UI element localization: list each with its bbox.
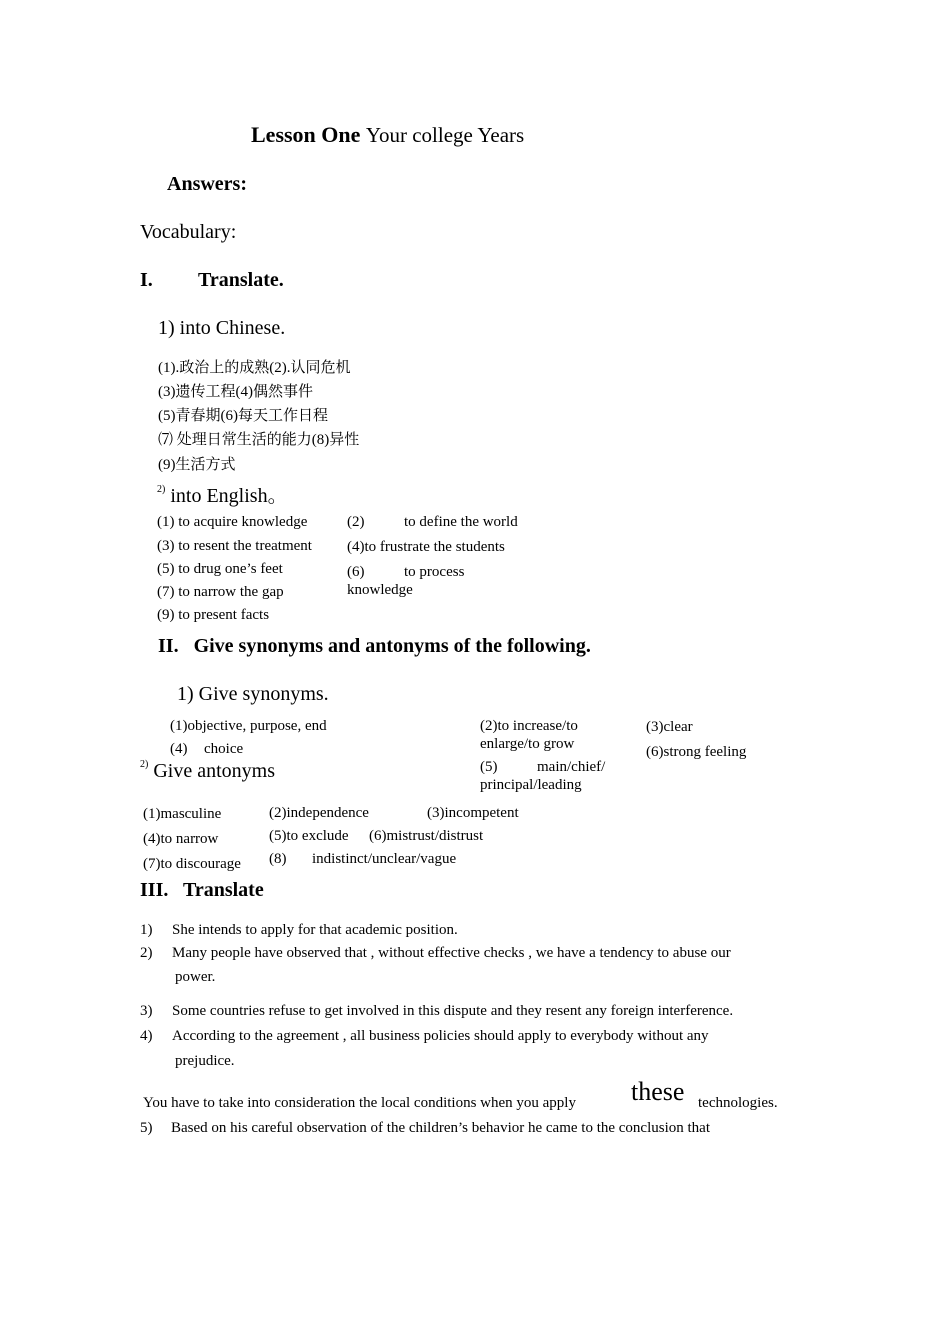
sentence-text: According to the agreement , all business policies should apply to everybody without any — [172, 1028, 709, 1044]
synonym-item: (2)to increase/to — [480, 718, 578, 734]
sentence-number: 5) — [140, 1120, 153, 1136]
sentence-text: Based on his careful observation of the children’s behavior he came to the conclusion that — [171, 1120, 710, 1136]
section-1-number: I. — [140, 269, 153, 291]
antonym-item: (3)incompetent — [427, 805, 519, 821]
sub-heading-number: 2) — [157, 484, 166, 495]
page-title — [251, 122, 524, 147]
sentence-number: 2) — [140, 945, 153, 961]
synonym-item: (1)objective, purpose, end — [170, 718, 327, 734]
english-item: to define the world — [404, 514, 518, 530]
sentence-text-continued: power. — [175, 969, 216, 985]
english-item: (7) to narrow the gap — [157, 584, 284, 600]
antonym-item: (4)to narrow — [143, 831, 219, 847]
synonym-item: (3)clear — [646, 719, 693, 735]
antonym-item-number: (8) — [269, 851, 287, 867]
title-bold: Lesson One — [251, 122, 361, 147]
antonym-item: (7)to discourage — [143, 856, 241, 872]
sentence-word-large: these — [631, 1077, 685, 1106]
sub-heading-into-english — [157, 485, 288, 508]
sentence-text: Many people have observed that , without effective checks , we have a tendency to abuse our — [172, 945, 731, 961]
chinese-line: ⑺ 处理日常生活的能力(8)异性 — [158, 432, 360, 448]
vocabulary-label: Vocabulary: — [140, 221, 237, 243]
antonym-item: (2)independence — [269, 805, 369, 821]
english-item-number: (6) — [347, 564, 365, 580]
english-item-number: (2) — [347, 514, 365, 530]
section-1-heading: Translate. — [198, 269, 284, 291]
antonym-item: indistinct/unclear/vague — [312, 851, 457, 867]
english-item: to process — [404, 564, 465, 580]
sub-heading-into-chinese: 1) into Chinese. — [158, 317, 286, 339]
synonym-item: choice — [204, 741, 244, 757]
sentence-text: She intends to apply for that academic position. — [172, 922, 458, 938]
sentence-text: technologies. — [698, 1095, 778, 1111]
sentence-text: You have to take into consideration the local conditions when you apply — [143, 1095, 576, 1111]
synonym-item: (6)strong feeling — [646, 744, 747, 760]
sub-heading-synonyms: 1) Give synonyms. — [177, 683, 329, 705]
synonym-item-number: (4) — [170, 741, 188, 757]
sub-heading-text: into English。 — [170, 485, 288, 507]
synonym-item: main/chief/ — [537, 759, 606, 775]
english-item: (5) to drug one’s feet — [157, 561, 283, 577]
english-item-continued: knowledge — [347, 582, 413, 598]
english-item: (4)to frustrate the students — [347, 539, 505, 555]
chinese-line: (5)青春期(6)每天工作日程 — [158, 408, 328, 424]
sub-heading-text: Give antonyms — [153, 760, 275, 782]
chinese-line: (3)遗传工程(4)偶然事件 — [158, 384, 313, 400]
antonym-item: (6)mistrust/distrust — [369, 828, 484, 844]
sentence-number: 1) — [140, 922, 153, 938]
sub-heading-number: 2) — [140, 759, 149, 770]
title-rest: Your college Years — [365, 123, 525, 147]
sub-heading-antonyms — [140, 760, 275, 783]
synonym-item-number: (5) — [480, 759, 498, 775]
synonym-item-continued: principal/leading — [480, 777, 582, 793]
sentence-number: 3) — [140, 1003, 153, 1019]
section-2-heading: II. Give synonyms and antonyms of the following. — [158, 635, 591, 657]
chinese-line: (1).政治上的成熟(2).认同危机 — [158, 360, 351, 376]
section-3-heading: III. Translate — [140, 879, 264, 901]
sentence-text-continued: prejudice. — [175, 1053, 235, 1069]
antonym-item: (1)masculine — [143, 806, 222, 822]
sentence-number: 4) — [140, 1028, 153, 1044]
sentence-text: Some countries refuse to get involved in this dispute and they resent any foreign interference. — [172, 1003, 734, 1019]
english-item: (9) to present facts — [157, 607, 270, 623]
chinese-line: (9)生活方式 — [158, 457, 236, 473]
answers-label: Answers: — [167, 173, 247, 195]
english-item: (1) to acquire knowledge — [157, 514, 308, 530]
synonym-item-continued: enlarge/to grow — [480, 736, 575, 752]
english-item: (3) to resent the treatment — [157, 538, 312, 554]
antonym-item: (5)to exclude — [269, 828, 349, 844]
